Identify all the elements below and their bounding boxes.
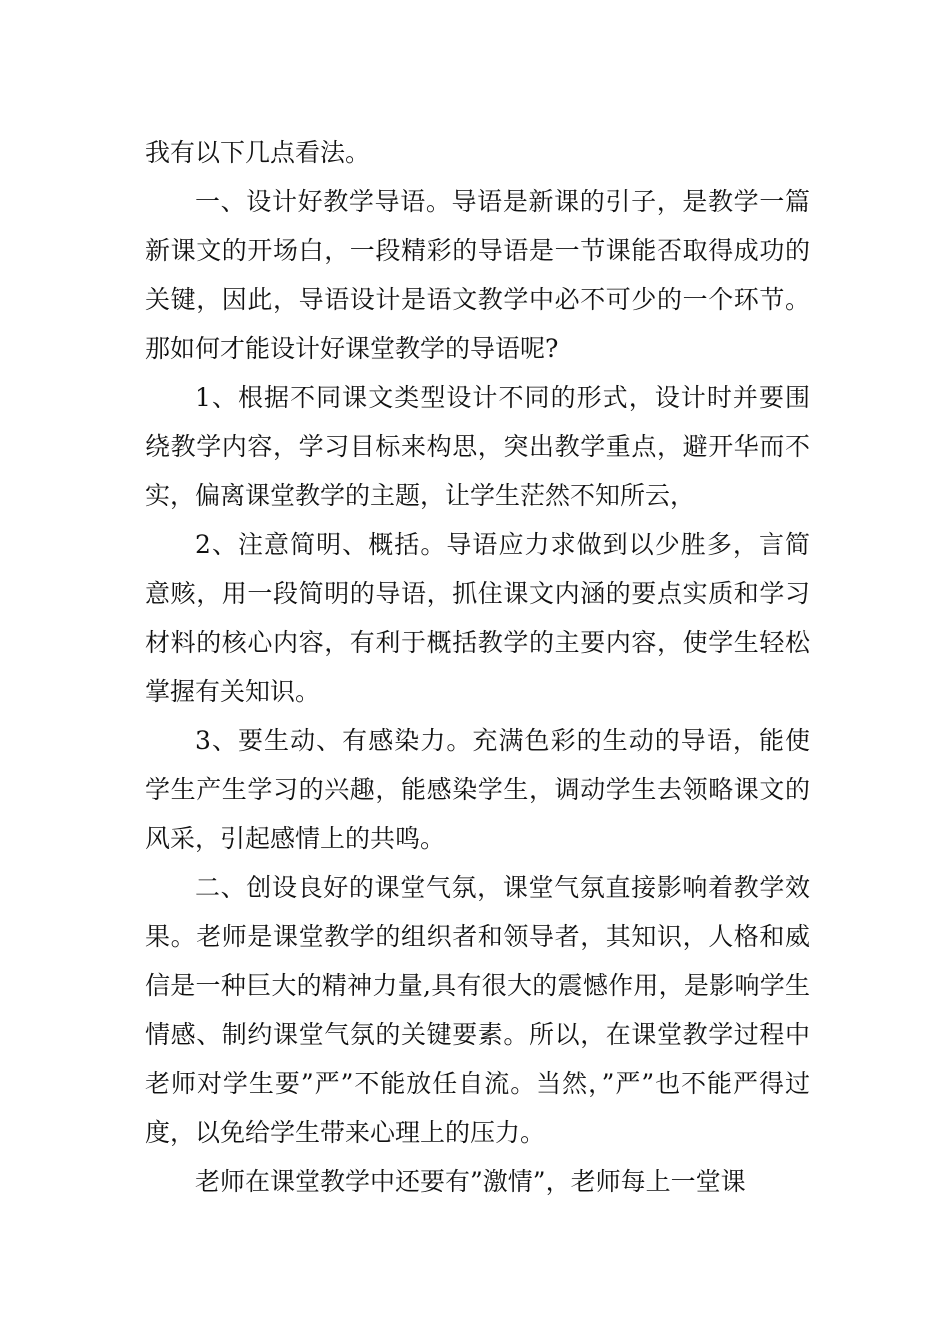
paragraph-point-three: 3、要生动、有感染力。充满色彩的生动的导语，能使学生产生学习的兴趣，能感染学生，调动学生去领略课文的风采，引起感情上的共鸣。 [145,726,810,853]
document-body [145,128,810,1206]
paragraph-teacher-passion: 老师在课堂教学中还要有”激情”，老师每上一堂课 [195,1167,746,1196]
paragraph-section-two: 二、创设良好的课堂气氛，课堂气氛直接影响着教学效果。老师是课堂教学的组织者和领导者，其知识，人格和威信是一种巨大的精神力量,具有很大的震憾作用，是影响学生情感、制约课堂气氛的关键要素。所以，在课堂教学过程中老师对学生要”严”不能放任自流。当然，”严”也不能严得过度，以免给学生带来心理上的压力。 [145,873,810,1147]
paragraph-section-one: 一、设计好教学导语。导语是新课的引子，是教学一篇新课文的开场白，一段精彩的导语是一节课能否取得成功的关键，因此，导语设计是语文教学中必不可少的一个环节。那如何才能设计好课堂教学的导语呢? [145,187,810,363]
paragraph-point-one: 1、根据不同课文类型设计不同的形式，设计时并要围绕教学内容，学习目标来构思，突出教学重点，避开华而不实，偏离课堂教学的主题，让学生茫然不知所云， [145,383,810,510]
paragraph-continuation: 我有以下几点看法。 [145,138,371,167]
paragraph-point-two: 2、注意简明、概括。导语应力求做到以少胜多，言简意赅，用一段简明的导语，抓住课文内涵的要点实质和学习材料的核心内容，有利于概括教学的主要内容，使学生轻松掌握有关知识。 [145,530,810,706]
